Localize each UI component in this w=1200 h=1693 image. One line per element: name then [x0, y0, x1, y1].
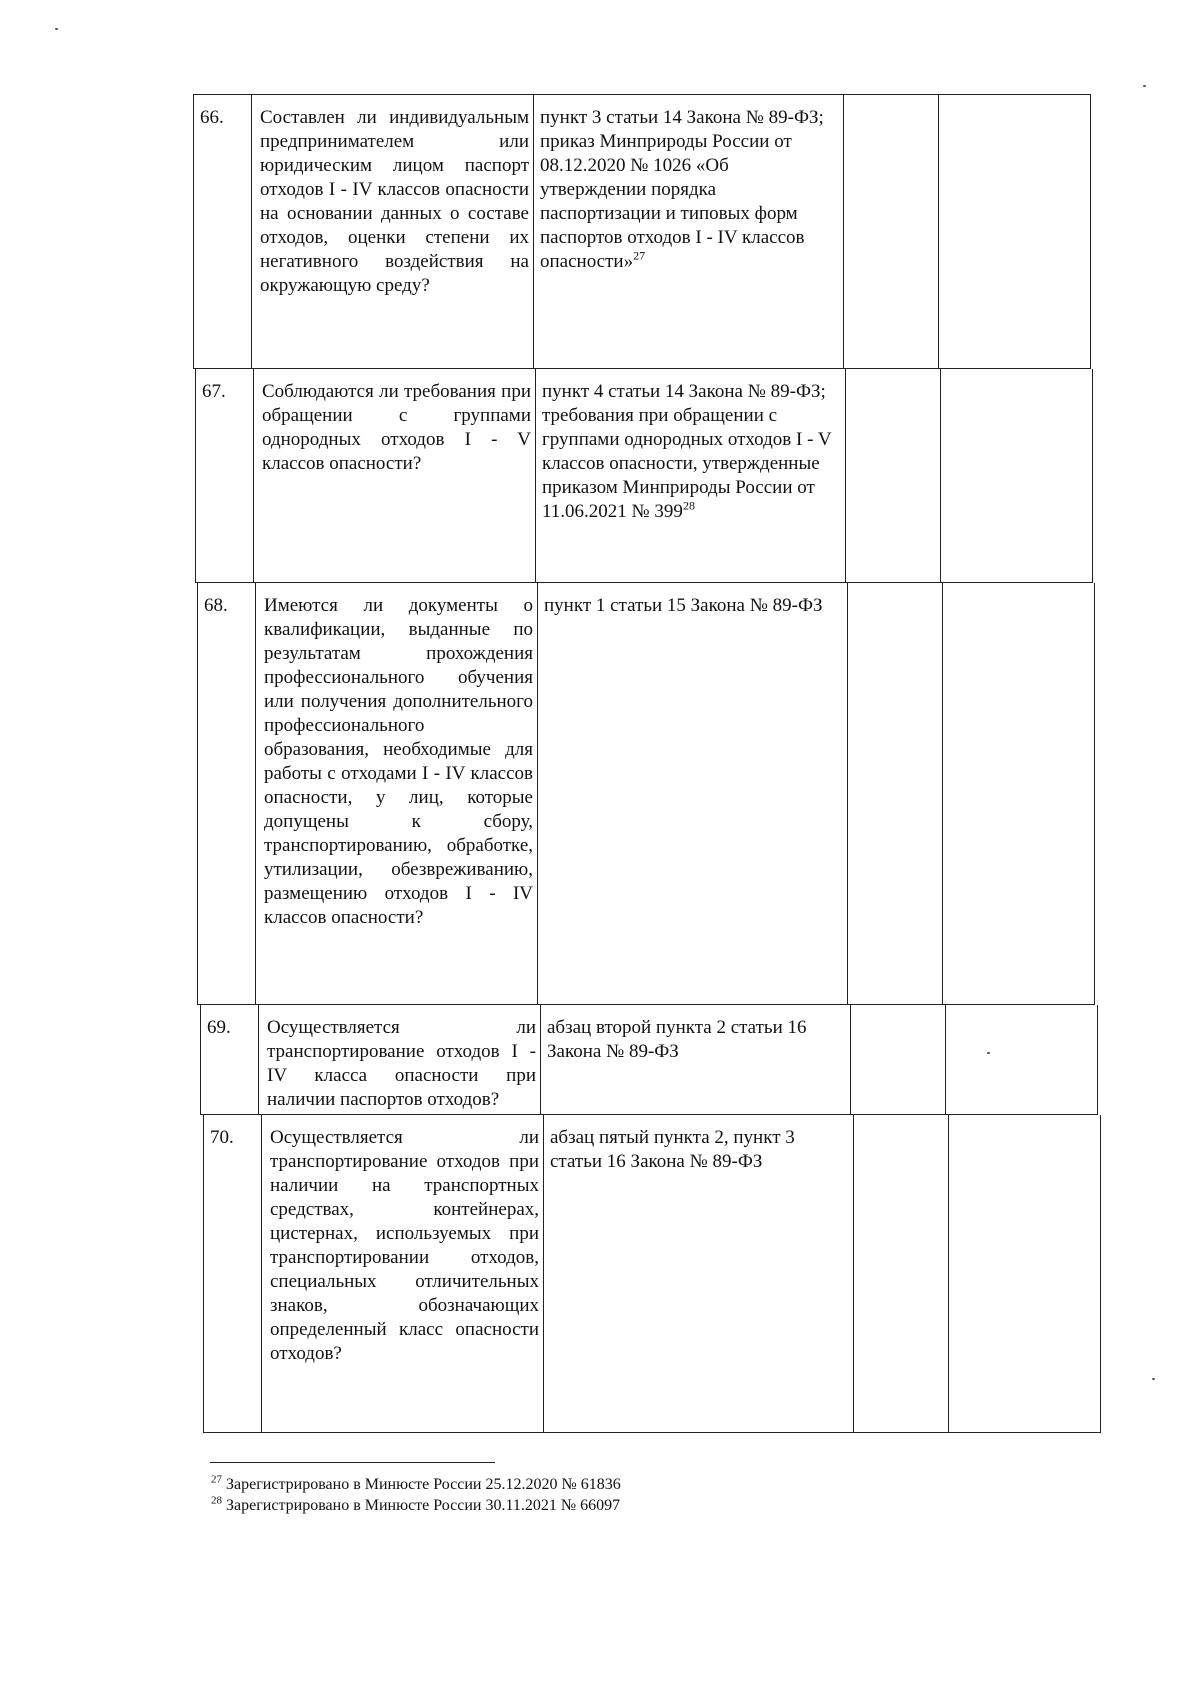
footnote-mark: 28	[211, 1494, 222, 1507]
scan-speck	[1152, 1378, 1155, 1380]
reference-text: абзац пятый пункта 2, пункт 3 статьи 16 Закона № 89-ФЗ	[550, 1127, 795, 1172]
legal-reference	[541, 1005, 851, 1114]
footnote-ref: 28	[682, 498, 695, 513]
table-row	[200, 1005, 1098, 1115]
empty-cell	[848, 583, 943, 1004]
footnote-text: Зарегистрировано в Минюсте России 25.12.2020 № 61836	[226, 1476, 621, 1493]
row-number: 67.	[196, 369, 254, 582]
reference-text: абзац второй пункта 2 статьи 16 Закона № 89-ФЗ	[547, 1017, 807, 1062]
requirement-question: Составлен ли индивидуальным предпринимателем или юридическим лицом паспорт отходов I - IV классов опасности на основании данных о составе отходов, оценки степени их негативного воздействия на окружающую среду?	[252, 95, 534, 368]
footnote-separator	[210, 1462, 495, 1463]
empty-cell	[941, 369, 1093, 582]
empty-cell	[943, 583, 1095, 1004]
row-number: 70.	[204, 1115, 262, 1432]
table-row	[193, 94, 1091, 369]
reference-text: пункт 4 статьи 14 Закона № 89-ФЗ; требования при обращении с группами однородных отходов I - V классов опасности, утвержденные приказом Минприроды России от 11.06.2021 № 399	[542, 381, 832, 522]
legal-reference	[536, 369, 846, 582]
scan-speck	[55, 28, 58, 30]
empty-cell	[844, 95, 939, 368]
requirement-question: Имеются ли документы о квалификации, выданные по результатам прохождения профессионального обучения или получения дополнительного профессионального образования, необходимые для работы с отходами I - IV классов опасности, у лиц, которые допущены к сбору, транспортированию, обработке, утилизации, обезвреживанию, размещению отходов I - IV классов опасности?	[256, 583, 538, 1004]
table-row	[195, 369, 1093, 583]
empty-cell	[949, 1115, 1101, 1432]
empty-cell	[939, 95, 1091, 368]
reference-text: пункт 1 статьи 15 Закона № 89-ФЗ	[544, 595, 823, 616]
empty-cell	[946, 1005, 1098, 1114]
footnote-mark: 27	[211, 1473, 222, 1486]
footnote	[211, 1496, 620, 1516]
table-row	[197, 583, 1095, 1005]
scan-speck	[1143, 85, 1146, 87]
empty-cell	[846, 369, 941, 582]
scan-speck	[987, 1052, 990, 1054]
row-number: 68.	[198, 583, 256, 1004]
table-row	[203, 1115, 1101, 1433]
requirement-question: Осуществляется ли транспортирование отходов при наличии на транспортных средствах, контейнерах, цистернах, используемых при транспортировании отходов, специальных отличительных знаков, обозначающих определенный класс опасности отходов?	[262, 1115, 544, 1432]
empty-cell	[851, 1005, 946, 1114]
footnote	[211, 1475, 621, 1495]
legal-reference	[538, 583, 848, 1004]
empty-cell	[854, 1115, 949, 1432]
row-number: 66.	[194, 95, 252, 368]
footnote-ref: 27	[633, 248, 646, 263]
requirement-question: Соблюдаются ли требования при обращении с группами однородных отходов I - V классов опасности?	[254, 369, 536, 582]
footnote-text: Зарегистрировано в Минюсте России 30.11.2021 № 66097	[226, 1497, 621, 1514]
reference-text: пункт 3 статьи 14 Закона № 89-ФЗ; приказ Минприроды России от 08.12.2020 № 1026 «Об утверждении порядка паспортизации и типовых форм паспортов отходов I - IV классов опасности»	[540, 107, 824, 272]
legal-reference	[544, 1115, 854, 1432]
legal-reference	[534, 95, 844, 368]
requirement-question: Осуществляется ли транспортирование отходов I - IV класса опасности при наличии паспортов отходов?	[259, 1005, 541, 1114]
row-number: 69.	[201, 1005, 259, 1114]
